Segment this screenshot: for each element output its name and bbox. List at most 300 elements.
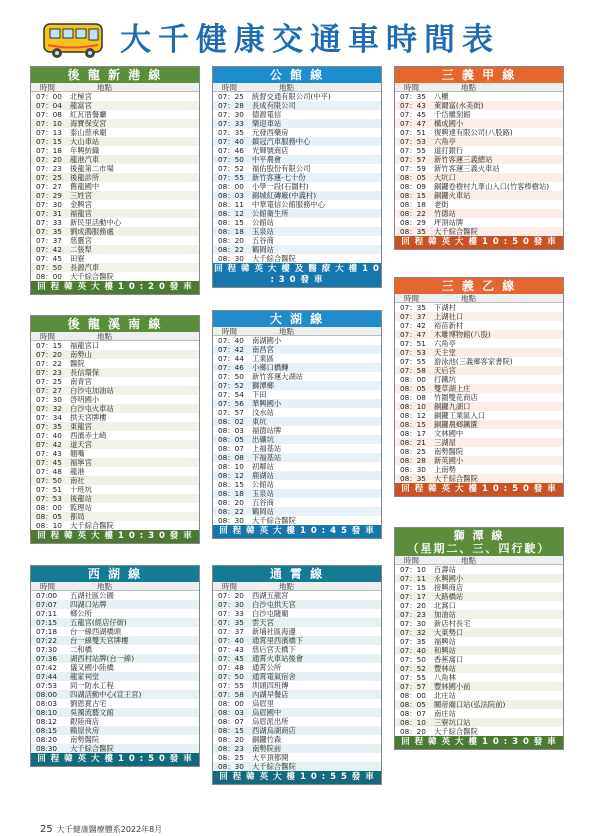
departure-time: 07：48 — [218, 663, 244, 672]
stop-name: 東坑 — [252, 417, 267, 426]
time-header: 時間 — [222, 83, 237, 92]
stop-name: 白沙屯拱天宮 — [252, 600, 296, 609]
schedule-row — [213, 191, 381, 200]
departure-time: 07：18 — [36, 146, 62, 155]
stop-name: 南勢山 — [70, 350, 92, 359]
schedule-row — [395, 164, 563, 173]
route-name: 獅 潭 線 （星期二、三、四行駛） — [395, 528, 563, 556]
stop-name: 儀又國小陸橋 — [70, 663, 114, 672]
schedule-row — [31, 494, 199, 503]
stop-name: 老街 — [434, 200, 449, 209]
departure-time: 07：46 — [218, 146, 244, 155]
stop-name: 小學一段(石圍村) — [252, 182, 309, 191]
departure-time: 08：30 — [218, 516, 244, 525]
departure-time: 08：00 — [218, 182, 244, 191]
departure-time: 07：10 — [400, 565, 426, 574]
stop-name: 賴屋伙房 — [70, 726, 100, 735]
schedule-row — [31, 663, 199, 672]
departure-time: 07：08 — [36, 110, 62, 119]
departure-time: 07:00 — [36, 591, 58, 600]
departure-time: 07：50 — [218, 372, 244, 381]
schedule-row — [395, 321, 563, 330]
schedule-row — [31, 645, 199, 654]
column-header — [395, 556, 563, 565]
schedule-row — [213, 218, 381, 227]
departure-time: 07：35 — [36, 422, 62, 431]
stop-name: 打鐵坑 — [434, 375, 456, 384]
stop-header: 地點 — [461, 556, 476, 565]
departure-time: 08：22 — [218, 507, 244, 516]
stop-name: 中華電信公館服務中心 — [252, 200, 325, 209]
departure-time: 07：48 — [36, 467, 62, 476]
departure-time: 07：51 — [400, 339, 426, 348]
stop-name: 豐林國小前 — [434, 682, 471, 691]
departure-time: 07：44 — [218, 354, 244, 363]
departure-time: 08：00 — [36, 503, 62, 512]
footer-text: 大千健康醫療體系2022年8月 — [56, 825, 163, 834]
stop-name: 醫院 — [70, 359, 85, 368]
stop-name: 西湖五龍宮 — [252, 591, 289, 600]
departure-time: 07：20 — [36, 350, 62, 359]
schedule-row — [31, 449, 199, 458]
departure-time: 07：58 — [218, 690, 244, 699]
schedule-row — [31, 350, 199, 359]
departure-time: 07：37 — [36, 236, 62, 245]
schedule-row — [395, 110, 563, 119]
route-card — [30, 315, 200, 544]
departure-time: 08：08 — [218, 453, 244, 462]
departure-time: 07：17 — [400, 592, 426, 601]
schedule-row — [395, 610, 563, 619]
stop-name: 鎮冠汽車服務中心 — [252, 137, 311, 146]
schedule-row — [395, 375, 563, 384]
departure-time: 08：00 — [400, 691, 426, 700]
departure-time: 07：42 — [400, 321, 426, 330]
schedule-row — [213, 155, 381, 164]
departure-time: 07:36 — [36, 654, 58, 663]
stop-name: 金興宮 — [70, 200, 92, 209]
schedule-row — [31, 404, 199, 413]
schedule-row — [213, 254, 381, 263]
schedule-row — [395, 637, 563, 646]
departure-time: 08：21 — [400, 438, 426, 447]
departure-time: 08：25 — [400, 447, 426, 456]
return-trip-note: 回 程 韓 英 大 樓 1 0 : 3 0 發 車 — [395, 736, 563, 749]
departure-time: 07：23 — [36, 164, 62, 173]
stop-name: 福興站 — [434, 637, 456, 646]
departure-time: 08：00 — [36, 272, 62, 281]
departure-time: 08：15 — [218, 218, 244, 227]
departure-time: 07：15 — [36, 341, 62, 350]
stop-header: 地點 — [97, 332, 112, 341]
stop-name: 元發西藥房 — [252, 128, 289, 137]
route-card — [394, 527, 564, 750]
stop-name: 永興國小 — [434, 574, 464, 583]
schedule-row — [213, 762, 381, 771]
schedule-row — [395, 583, 563, 592]
departure-time: 08：07 — [218, 717, 244, 726]
stop-name: 竹德站 — [434, 209, 456, 218]
stop-name: 長源汽車 — [70, 263, 100, 272]
departure-time: 07：55 — [400, 673, 426, 682]
stop-name: 大千綜合醫院 — [70, 744, 114, 753]
schedule-row — [395, 312, 563, 321]
stop-name: 天后宮 — [434, 366, 456, 375]
departure-time: 07：40 — [400, 646, 426, 655]
schedule-row — [31, 272, 199, 281]
departure-time: 07：23 — [36, 368, 62, 377]
stop-header: 地點 — [97, 83, 112, 92]
departure-time: 07：11 — [400, 574, 426, 583]
return-trip-note: 回 程 韓 英 大 樓 1 0 : 5 0 發 車 — [395, 483, 563, 496]
stop-name: 獅潭鄉 — [252, 381, 274, 390]
departure-time: 08：02 — [218, 417, 244, 426]
departure-time: 07：42 — [218, 345, 244, 354]
departure-time: 07：35 — [400, 303, 426, 312]
column-header — [31, 582, 199, 591]
stop-name: 三姓宮 — [70, 191, 92, 200]
departure-time: 08：18 — [400, 200, 426, 209]
schedule-row — [395, 718, 563, 727]
schedule-row — [31, 209, 199, 218]
stop-name: 下田 — [252, 390, 267, 399]
departure-time: 07：50 — [400, 655, 426, 664]
schedule-row — [31, 164, 199, 173]
stop-name: 新民里活動中心 — [70, 218, 122, 227]
departure-time: 07：33 — [218, 119, 244, 128]
schedule-row — [31, 726, 199, 735]
stop-name: 銅鑼火車站 — [434, 191, 471, 200]
stop-name: 白沙屯隨廟 — [252, 609, 289, 618]
departure-time: 07：53 — [36, 494, 62, 503]
schedule-row — [31, 395, 199, 404]
schedule-row — [31, 627, 199, 636]
route-name: 公 館 線 — [213, 67, 381, 83]
schedule-row — [395, 628, 563, 637]
stop-name: 通霄電氣宿舍 — [252, 672, 296, 681]
schedule-row — [395, 101, 563, 110]
time-header: 時間 — [40, 83, 55, 92]
departure-time: 07：32 — [400, 628, 426, 637]
departure-time: 07：54 — [218, 390, 244, 399]
schedule-row — [213, 753, 381, 762]
schedule-row — [395, 709, 563, 718]
schedule-row — [395, 700, 563, 709]
departure-time: 07：25 — [36, 377, 62, 386]
departure-time: 07：28 — [218, 101, 244, 110]
stop-name: 福佑股份有限公司 — [252, 164, 311, 173]
departure-time: 07：46 — [218, 363, 244, 372]
schedule-row — [395, 92, 563, 101]
departure-time: 08：17 — [400, 429, 426, 438]
schedule-row — [213, 336, 381, 345]
return-trip-note: 回 程 韓 英 大 樓 1 0 : 3 0 發 車 — [31, 530, 199, 543]
departure-time: 07：40 — [218, 636, 244, 645]
return-trip-note: 回 程 韓 英 大 樓 1 0 : 2 0 發 車 — [31, 281, 199, 294]
stop-name: 銀陸商店 — [70, 717, 100, 726]
stop-name: 龍富宮 — [70, 101, 92, 110]
stop-name: 統督交通有限公司(中平) — [252, 92, 331, 101]
departure-time: 07：37 — [218, 627, 244, 636]
schedule-row — [395, 182, 563, 191]
stop-name: 銅鑼卷樹村九華山入口(竹客棒樹站) — [434, 182, 550, 191]
column-header — [395, 294, 563, 303]
departure-time: 08：30 — [218, 762, 244, 771]
schedule-row — [395, 191, 563, 200]
departure-time: 08：00 — [400, 375, 426, 384]
schedule-row — [395, 119, 563, 128]
schedule-row — [395, 465, 563, 474]
schedule-row — [395, 420, 563, 429]
departure-time: 08：15 — [218, 726, 244, 735]
time-header: 時間 — [404, 556, 419, 565]
departure-time: 07：52 — [218, 164, 244, 173]
schedule-row — [31, 101, 199, 110]
departure-time: 08：10 — [36, 521, 62, 530]
route-card — [212, 310, 382, 539]
schedule-row — [31, 717, 199, 726]
departure-time: 07：40 — [218, 336, 244, 345]
stop-list — [395, 565, 563, 736]
schedule-row — [213, 471, 381, 480]
stop-name: 竹圍雙花商店 — [434, 393, 478, 402]
schedule-row — [395, 348, 563, 357]
route-name: 三 義 甲 線 — [395, 67, 563, 83]
stop-name: 坪頂站牌 — [434, 218, 464, 227]
stop-name: 北窩口 — [434, 601, 456, 610]
stop-name: 玉泉站 — [252, 227, 274, 236]
schedule-row — [213, 101, 381, 110]
stop-name: 紅瓦厝餐廳 — [70, 110, 107, 119]
stop-name: 內湖早餐店 — [252, 690, 289, 699]
schedule-row — [395, 565, 563, 574]
stop-name: 二和橋 — [70, 645, 92, 654]
schedule-row — [213, 726, 381, 735]
departure-time: 07：00 — [36, 92, 62, 101]
schedule-row — [31, 254, 199, 263]
schedule-row — [395, 330, 563, 339]
schedule-row — [395, 209, 563, 218]
stop-name: 木雕博物館(八股) — [434, 330, 491, 339]
departure-time: 08:00 — [36, 690, 58, 699]
departure-time: 07：04 — [36, 101, 62, 110]
departure-time: 08：15 — [400, 191, 426, 200]
stop-name: 加油站 — [434, 610, 456, 619]
stop-list — [213, 591, 381, 771]
departure-time: 08：10 — [400, 718, 426, 727]
stop-name: 德源電信 — [252, 110, 282, 119]
return-trip-note: 回 程 韓 英 大 樓 及 醫 療 大 樓 1 0 : 3 0 發 車 — [214, 264, 380, 285]
stop-name: 南勢醫院 — [434, 447, 464, 456]
departure-time: 08：30 — [218, 254, 244, 263]
departure-time: 07：30 — [400, 619, 426, 628]
schedule-row — [395, 682, 563, 691]
column-header — [395, 83, 563, 92]
stop-name: 舊龍國中 — [70, 182, 100, 191]
stop-name: 通霄公所 — [252, 663, 282, 672]
departure-time: 08:12 — [36, 717, 58, 726]
stop-list — [395, 92, 563, 236]
stop-name: 通霄火車站後會 — [252, 654, 304, 663]
departure-time: 07:42 — [36, 663, 58, 672]
stop-name: 圳頭四班傳 — [252, 681, 289, 690]
schedule-row — [213, 209, 381, 218]
schedule-row — [395, 456, 563, 465]
departure-time: 07：34 — [36, 413, 62, 422]
schedule-row — [31, 128, 199, 137]
schedule-row — [213, 462, 381, 471]
schedule-row — [395, 601, 563, 610]
schedule-row — [31, 690, 199, 699]
stop-name: 大千綜合醫院 — [252, 254, 296, 263]
schedule-row — [395, 227, 563, 236]
stop-name: 樂迎車站 — [252, 119, 282, 128]
departure-time: 07：43 — [36, 449, 62, 458]
departure-time: 07：31 — [36, 209, 62, 218]
schedule-row — [213, 381, 381, 390]
schedule-row — [395, 339, 563, 348]
stop-name: 鄉公所 — [70, 609, 92, 618]
departure-time: 07：15 — [400, 583, 426, 592]
departure-time: 08：23 — [218, 744, 244, 753]
stop-name: 龍家祠堂 — [70, 672, 100, 681]
departure-time: 08：09 — [400, 182, 426, 191]
schedule-row — [213, 735, 381, 744]
stop-list — [213, 336, 381, 525]
schedule-row — [395, 173, 563, 182]
stop-name: 新竹客運-七十份 — [252, 173, 306, 182]
stop-name: 白沙屯火車站 — [70, 404, 114, 413]
departure-time: 07：55 — [218, 173, 244, 182]
schedule-row — [31, 191, 199, 200]
route-name: 通 霄 線 — [213, 566, 381, 582]
departure-time: 08：08 — [400, 393, 426, 402]
schedule-row — [31, 440, 199, 449]
stop-name: 上福基站 — [252, 444, 282, 453]
stop-name: 公館站 — [252, 480, 274, 489]
schedule-row — [213, 627, 381, 636]
departure-time: 07：32 — [36, 404, 62, 413]
schedule-row — [31, 636, 199, 645]
departure-time: 08：15 — [218, 480, 244, 489]
schedule-row — [395, 592, 563, 601]
schedule-row — [395, 438, 563, 447]
departure-time: 08：10 — [218, 462, 244, 471]
stop-name: 南社 — [70, 476, 85, 485]
stop-name: 都局 — [70, 512, 85, 521]
stop-name: 文林國中 — [434, 429, 464, 438]
departure-time: 07：23 — [400, 610, 426, 619]
schedule-row — [31, 173, 199, 182]
departure-time: 07：51 — [36, 485, 62, 494]
stop-name: 汶水站 — [252, 408, 274, 417]
schedule-row — [213, 390, 381, 399]
departure-time: 07：29 — [36, 191, 62, 200]
stop-name: 二張犁 — [70, 245, 92, 254]
stop-name: 銅鑼工業區入口 — [434, 411, 486, 420]
stop-name: 關帝廟口站(弘法院前) — [434, 700, 506, 709]
schedule-row — [31, 744, 199, 753]
stop-name: 六角亭 — [434, 339, 456, 348]
departure-time: 07：30 — [218, 110, 244, 119]
stop-name: 初鄰站 — [252, 462, 274, 471]
stop-name: 啓明國小 — [70, 395, 100, 404]
stop-name: 新店村長宅 — [434, 619, 471, 628]
schedule-row — [31, 431, 199, 440]
departure-time: 07:44 — [36, 672, 58, 681]
departure-time: 07：55 — [218, 681, 244, 690]
departure-time: 07：13 — [36, 128, 62, 137]
page-footer — [40, 824, 162, 835]
stop-name: 南湖國小 — [252, 336, 282, 345]
schedule-row — [31, 485, 199, 494]
schedule-row — [213, 744, 381, 753]
departure-time: 08:20 — [36, 735, 58, 744]
departure-time: 08：22 — [400, 209, 426, 218]
schedule-row — [31, 618, 199, 627]
schedule-row — [213, 654, 381, 663]
departure-time: 08：29 — [400, 218, 426, 227]
time-header: 時間 — [40, 332, 55, 341]
departure-time: 07：45 — [36, 254, 62, 263]
route-card — [30, 565, 200, 767]
stop-name: 華興國小 — [252, 399, 282, 408]
stop-name: 監理站 — [70, 503, 92, 512]
schedule-row — [395, 393, 563, 402]
schedule-row — [31, 245, 199, 254]
schedule-row — [213, 245, 381, 254]
schedule-row — [213, 399, 381, 408]
route-name: 三 義 乙 線 — [395, 278, 563, 294]
departure-time: 08：07 — [218, 444, 244, 453]
stop-list — [213, 92, 381, 263]
departure-time: 08：05 — [400, 384, 426, 393]
schedule-row — [213, 480, 381, 489]
schedule-row — [395, 691, 563, 700]
stop-name: 大東勢口 — [434, 628, 464, 637]
schedule-row — [213, 128, 381, 137]
departure-time: 07：27 — [36, 182, 62, 191]
schedule-row — [395, 619, 563, 628]
schedule-row — [213, 417, 381, 426]
departure-time: 08：30 — [400, 465, 426, 474]
stop-name: 萊爾富(水美街) — [434, 101, 484, 110]
stop-name: 北極宮 — [70, 92, 92, 101]
departure-time: 08：12 — [400, 411, 426, 420]
route-card — [212, 66, 382, 288]
route-name: 西 湖 線 — [31, 566, 199, 582]
stop-name: 南青宮 — [70, 377, 92, 386]
stop-list — [31, 92, 199, 281]
departure-time: 07：57 — [400, 155, 426, 164]
route-name: 後 龍 溪 南 線 — [31, 316, 199, 332]
schedule-row — [31, 512, 199, 521]
schedule-row — [395, 303, 563, 312]
departure-time: 07:53 — [36, 681, 58, 690]
departure-time: 08：20 — [218, 236, 244, 245]
departure-time: 08：22 — [218, 245, 244, 254]
schedule-row — [395, 200, 563, 209]
departure-time: 08：18 — [218, 489, 244, 498]
stop-header: 地點 — [461, 294, 476, 303]
departure-time: 07：55 — [400, 357, 426, 366]
stop-name: 小鄉口橋轉 — [252, 363, 289, 372]
stop-name: 福德站牌 — [252, 426, 282, 435]
stop-name: 大千綜合醫院 — [434, 227, 478, 236]
stop-name: 翹嘴 — [70, 449, 85, 458]
departure-time: 07：35 — [400, 92, 426, 101]
departure-time: 07：27 — [36, 386, 62, 395]
